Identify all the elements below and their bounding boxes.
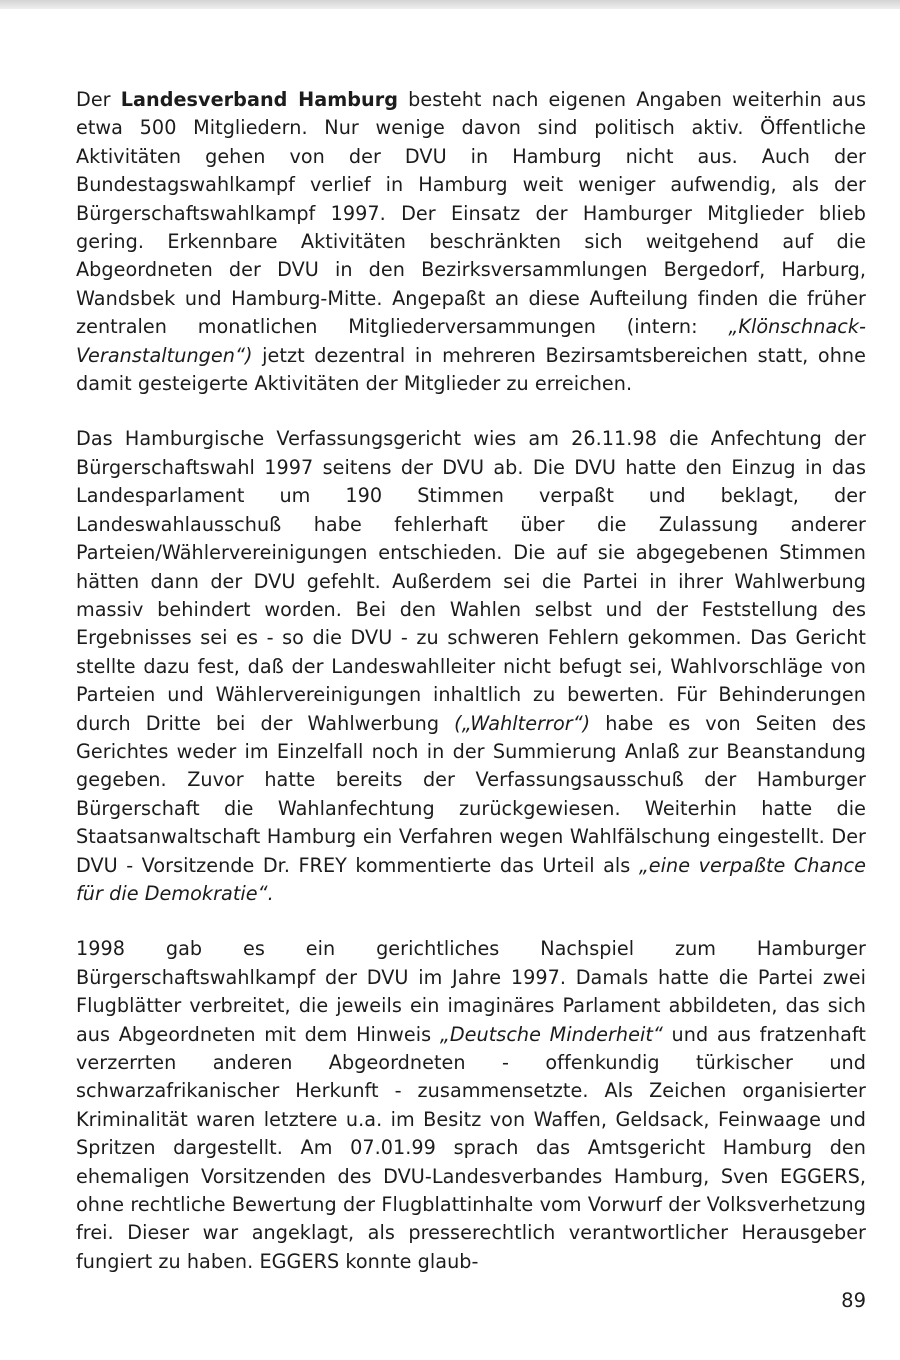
paragraph-verfassungsgericht: [76, 425, 866, 908]
text-run: Das Hamburgische Verfassungsgericht wies am 26.11.98 die Anfechtung der Bürgerschaftswahl 1997 seitens der DVU ab. Die DVU hatte den Einzug in das Landesparlament um 190 Stimmen verpaßt und beklagt, der Landeswahlausschuß habe fehlerhaft über die Zulassung anderer Parteien/Wählervereinigungen entschieden. Die auf sie abgegebenen Stimmen hätten dann der DVU gefehlt. Außerdem sei die Partei in ihrer Wahlwerbung massiv behindert worden. Bei den Wahlen selbst und der Feststellung des Ergebnisses sei es - so die DVU - zu schweren Fehlern gekommen. Das Gericht stellte dazu fest, daß der Landeswahlleiter nicht befugt sei, Wahlvorschläge von Parteien und Wählervereinigungen inhaltlich zu bewerten. Für Behinderungen durch Dritte bei der Wahlwerbung: [76, 427, 866, 735]
text-run: und aus fratzenhaft verzerrten anderen Abgeordneten - offenkundig türkischer und schwarzafrikanischer Herkunft - zusammensetzte. Als Zeichen organisierter Kriminalität waren letztere u.a. im Besitz von Waffen, Geldsack, Feinwaage und Spritzen dargestellt. Am 07.01.99 sprach das Amtsgericht Hamburg den ehemaligen Vorsitzenden des DVU-Landesverbandes Hamburg, Sven EGGERS, ohne rechtliche Bewertung der Flugblattinhalte vom Vorwurf der Volksverhetzung frei. Dieser war angeklagt, als presserechtlich verantwortlicher Herausgeber fungiert zu haben. EGGERS konnte glaub-: [76, 1022, 866, 1273]
text-run: 1998 gab es ein gerichtliches Nachspiel zum Hamburger Bürgerschaftswahlkampf der DVU im Jahre 1997. Damals hatte die Partei zwei Flugblätter verbreitet, die jeweils ein imaginäres Parlament abbildeten, das sich aus Abgeordneten mit dem Hinweis: [76, 937, 866, 1046]
paragraph-landesverband: [76, 86, 866, 398]
italic-quote-chance-demokratie: „eine verpaßte Chance für die Demokratie“.: [76, 853, 866, 905]
italic-quote-wahlterror: („Wahlterror“): [454, 711, 591, 735]
italic-quote-kloenschnack: „Klönschnack-Veranstaltungen“): [76, 315, 866, 367]
page-number: 89: [841, 1289, 866, 1312]
text-run: jetzt dezentral in mehreren Bezirsamtsbereichen statt, ohne damit gesteigerte Aktivitäten der Mitglieder zu erreichen.: [76, 343, 866, 396]
text-run: habe es von Seiten des Gerichtes weder im Einzelfall noch in der Summierung Anlaß zur Beanstandung gegeben. Zuvor hatte bereits der Verfassungsausschuß der Hamburger Bürgerschaft die Wahlanfechtung zurückgewiesen. Weiterhin hatte die Staatsanwaltschaft Hamburg ein Verfahren wegen Wahlfälschung eingestellt. Der DVU - Vorsitzende Dr. FREY kommentierte das Urteil als: [76, 711, 866, 877]
document-page: [76, 86, 866, 1276]
text-run: Der: [76, 88, 121, 111]
scan-top-edge: [0, 0, 900, 9]
text-run: besteht nach eigenen Angaben weiterhin aus etwa 500 Mitgliedern. Nur wenige davon sind politisch aktiv. Öffentliche Aktivitäten gehen von der DVU in Hamburg nicht aus. Auch der Bundestagswahlkampf verlief in Hamburg weit weniger aufwendig, als der Bürgerschaftswahlkampf 1997. Der Einsatz der Hamburger Mitglieder blieb gering. Erkennbare Aktivitäten beschränkten sich weitgehend auf die Abgeordneten der DVU in den Bezirksversammlungen Bergedorf, Harburg, Wandsbek und Hamburg-Mitte. Angepaßt an diese Aufteilung finden die früher zentralen monatlichen Mitgliederversammungen (intern:: [76, 88, 866, 339]
italic-quote-deutsche-minderheit: „Deutsche Minderheit“: [439, 1022, 663, 1046]
bold-term-landesverband-hamburg: Landesverband Hamburg: [120, 88, 399, 111]
paragraph-nachspiel-1998: [76, 935, 866, 1276]
